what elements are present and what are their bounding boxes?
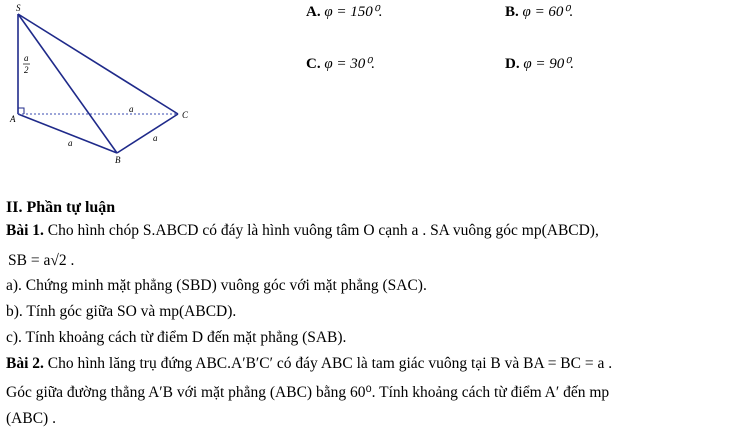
bai1-part-c: c). Tính khoảng cách từ điểm D đến mặt phẳng (SAB). xyxy=(6,329,347,346)
choice-B-letter: B. xyxy=(505,4,519,20)
edge-BC xyxy=(117,114,178,153)
label-B: B xyxy=(115,155,121,165)
choice-C-letter: C. xyxy=(306,56,321,72)
choice-A-letter: A. xyxy=(306,4,321,20)
choice-A-text: φ = 150⁰. xyxy=(324,4,383,20)
choice-B-text: φ = 60⁰. xyxy=(522,4,574,20)
label-A: A xyxy=(10,114,16,124)
bai1-line1 xyxy=(6,222,599,240)
label-C: C xyxy=(182,110,189,120)
choice-B xyxy=(505,2,573,21)
label-a-half-num: a xyxy=(24,53,29,63)
pyramid-figure xyxy=(0,0,200,170)
label-a-BC: a xyxy=(153,133,158,143)
label-a-AC: a xyxy=(129,104,134,114)
choice-D xyxy=(505,54,574,73)
choice-C xyxy=(306,54,375,73)
bai2-text: Cho hình lăng trụ đứng ABC.A′B′C′ có đáy ABC là tam giác vuông tại B và BA = BC = a . xyxy=(47,355,613,372)
label-a-half-den: 2 xyxy=(24,65,29,75)
bai2-line3: (ABC) . xyxy=(6,410,56,427)
edge-SC xyxy=(18,14,178,114)
bai1-line2: SB = a√2 . xyxy=(8,252,75,269)
section-title: II. Phần tự luận xyxy=(6,199,116,216)
choice-C-text: φ = 30⁰. xyxy=(324,56,376,72)
bai2-label: Bài 2. xyxy=(6,355,44,372)
bai2-line1 xyxy=(6,355,612,373)
right-angle-mark xyxy=(18,108,24,114)
bai1-text: Cho hình chóp S.ABCD có đáy là hình vuông tâm O cạnh a . SA vuông góc mp(ABCD), xyxy=(47,222,599,239)
bai1-part-b: b). Tính góc giữa SO và mp(ABCD). xyxy=(6,303,237,320)
bai2-line2: Góc giữa đường thẳng A′B với mặt phẳng (ABC) bằng 60⁰. Tính khoảng cách từ điểm A′ đến mp xyxy=(6,384,610,401)
bai1-part-a: a). Chứng minh mặt phẳng (SBD) vuông góc với mặt phẳng (SAC). xyxy=(6,277,427,294)
bai1-label: Bài 1. xyxy=(6,222,44,239)
choice-D-letter: D. xyxy=(505,56,520,72)
label-S: S xyxy=(16,3,21,13)
choice-D-text: φ = 90⁰. xyxy=(523,56,575,72)
choice-A xyxy=(306,2,383,21)
label-a-AB: a xyxy=(68,138,73,148)
edge-SB xyxy=(18,14,117,153)
